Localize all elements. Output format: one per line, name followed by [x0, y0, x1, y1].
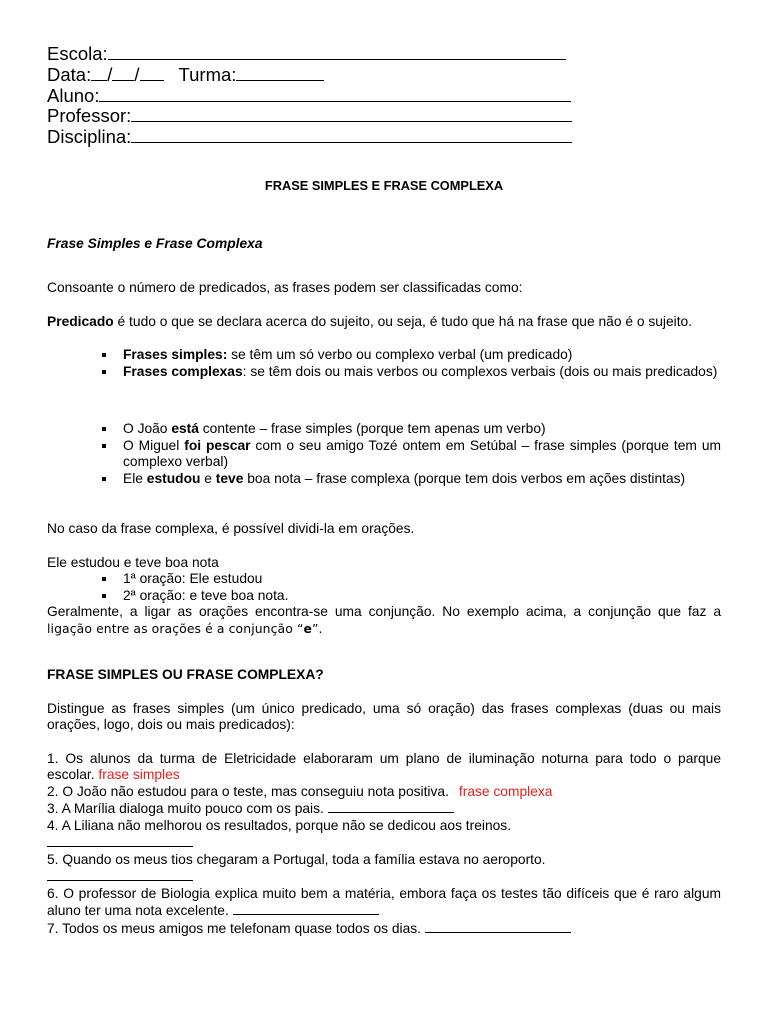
- conjunction-paragraph: Geralmente, a ligar as orações encontra-se uma conjunção. No exemplo acima, a conjunção que faz a ligação entre as orações é a conjunção “e”.: [47, 604, 721, 636]
- answer-blank-5[interactable]: [47, 868, 193, 881]
- page-title: FRASE SIMPLES E FRASE COMPLEXA: [264, 178, 504, 193]
- disciplina-row: [47, 127, 572, 148]
- aluno-label: Aluno:: [47, 84, 100, 106]
- examples-list: [47, 421, 721, 487]
- question-2: 2. O João não estudou para o teste, mas conseguiu nota positiva. frase complexa: [47, 783, 553, 799]
- answer-blank-4[interactable]: [47, 834, 193, 847]
- question-3: 3. A Marília dialoga muito pouco com os pais.: [47, 800, 721, 818]
- answer-blank-7[interactable]: [425, 920, 571, 933]
- section-subtitle: Frase Simples e Frase Complexa: [47, 235, 263, 251]
- day-blank: [91, 65, 107, 81]
- aluno-blank: [99, 86, 571, 102]
- question-1: 1. Os alunos da turma de Eletricidade elaboraram um plano de iluminação noturna para todo o parque escolar. frase simples: [47, 750, 721, 782]
- answer-blank-3[interactable]: [328, 800, 454, 813]
- year-blank: [140, 65, 164, 81]
- turma-label: Turma:: [178, 63, 237, 85]
- oracoes-list: [47, 571, 721, 604]
- question-5: 5. Quando os meus tios chegaram a Portugal, toda a família estava no aeroporto.: [47, 852, 721, 886]
- disciplina-label: Disciplina:: [47, 126, 132, 148]
- question-6: 6. O professor de Biologia explica muito bem a matéria, embora faça os testes tão difíceis que é raro algum aluno ter uma nota excelente.: [47, 885, 721, 918]
- escola-row: [47, 44, 572, 65]
- month-blank: [112, 65, 134, 81]
- predicado-text: é tudo o que se declara acerca do sujeito, ou seja, é tudo que há na frase que não é o sujeito.: [113, 313, 693, 329]
- list-item: O Miguel foi pescar com o seu amigo Tozé ontem em Setúbal – frase simples (porque tem um complexo verbal): [47, 438, 721, 471]
- professor-label: Professor:: [47, 105, 132, 127]
- answer-blank-6[interactable]: [233, 902, 379, 915]
- date-separator-1: /: [107, 63, 113, 85]
- data-turma-row: [47, 65, 572, 86]
- data-label: Data:: [47, 63, 92, 85]
- list-item: Frases simples: se têm um só verbo ou complexo verbal (um predicado): [47, 347, 721, 364]
- professor-blank: [131, 106, 572, 122]
- professor-row: [47, 106, 572, 127]
- disciplina-blank: [131, 127, 572, 143]
- example-sentence: Ele estudou e teve boa nota: [47, 554, 219, 570]
- exercise-questions: [47, 751, 721, 938]
- aluno-row: [47, 86, 572, 107]
- predicado-definition: [47, 314, 721, 331]
- list-item: O João está contente – frase simples (porque tem apenas um verbo): [47, 421, 721, 438]
- intro-paragraph: Consoante o número de predicados, as frases podem ser classificadas como:: [47, 280, 523, 295]
- division-paragraph: No caso da frase complexa, é possível dividi-la em orações.: [47, 521, 415, 536]
- sentence-types-list: [47, 347, 721, 380]
- escola-label: Escola:: [47, 43, 108, 64]
- header-fields: [47, 44, 572, 148]
- list-item: 2ª oração: e teve boa nota.: [47, 588, 721, 605]
- date-separator-2: /: [134, 63, 140, 85]
- predicado-term: Predicado: [47, 313, 114, 329]
- turma-blank: [236, 65, 324, 81]
- document-body: [47, 178, 721, 937]
- list-item: 1ª oração: Ele estudou: [47, 571, 721, 588]
- question-7: 7. Todos os meus amigos me telefonam quase todos os dias.: [47, 920, 721, 938]
- escola-blank: [108, 44, 566, 60]
- question-4: 4. A Liliana não melhorou os resultados, porque não se dedicou aos treinos.: [47, 818, 721, 852]
- list-item: Ele estudou e teve boa nota – frase complexa (porque tem dois verbos em ações distintas): [47, 471, 721, 488]
- exercise-instruction: Distingue as frases simples (um único predicado, uma só oração) das frases complexas (duas ou mais orações, logo, dois ou mais predicados):: [47, 700, 721, 732]
- answer-1: frase simples: [98, 767, 180, 782]
- list-item: Frases complexas: se têm dois ou mais verbos ou complexos verbais (dois ou mais predicados): [47, 364, 721, 381]
- exercise-title: FRASE SIMPLES OU FRASE COMPLEXA?: [47, 667, 324, 682]
- answer-2: frase complexa: [458, 783, 553, 799]
